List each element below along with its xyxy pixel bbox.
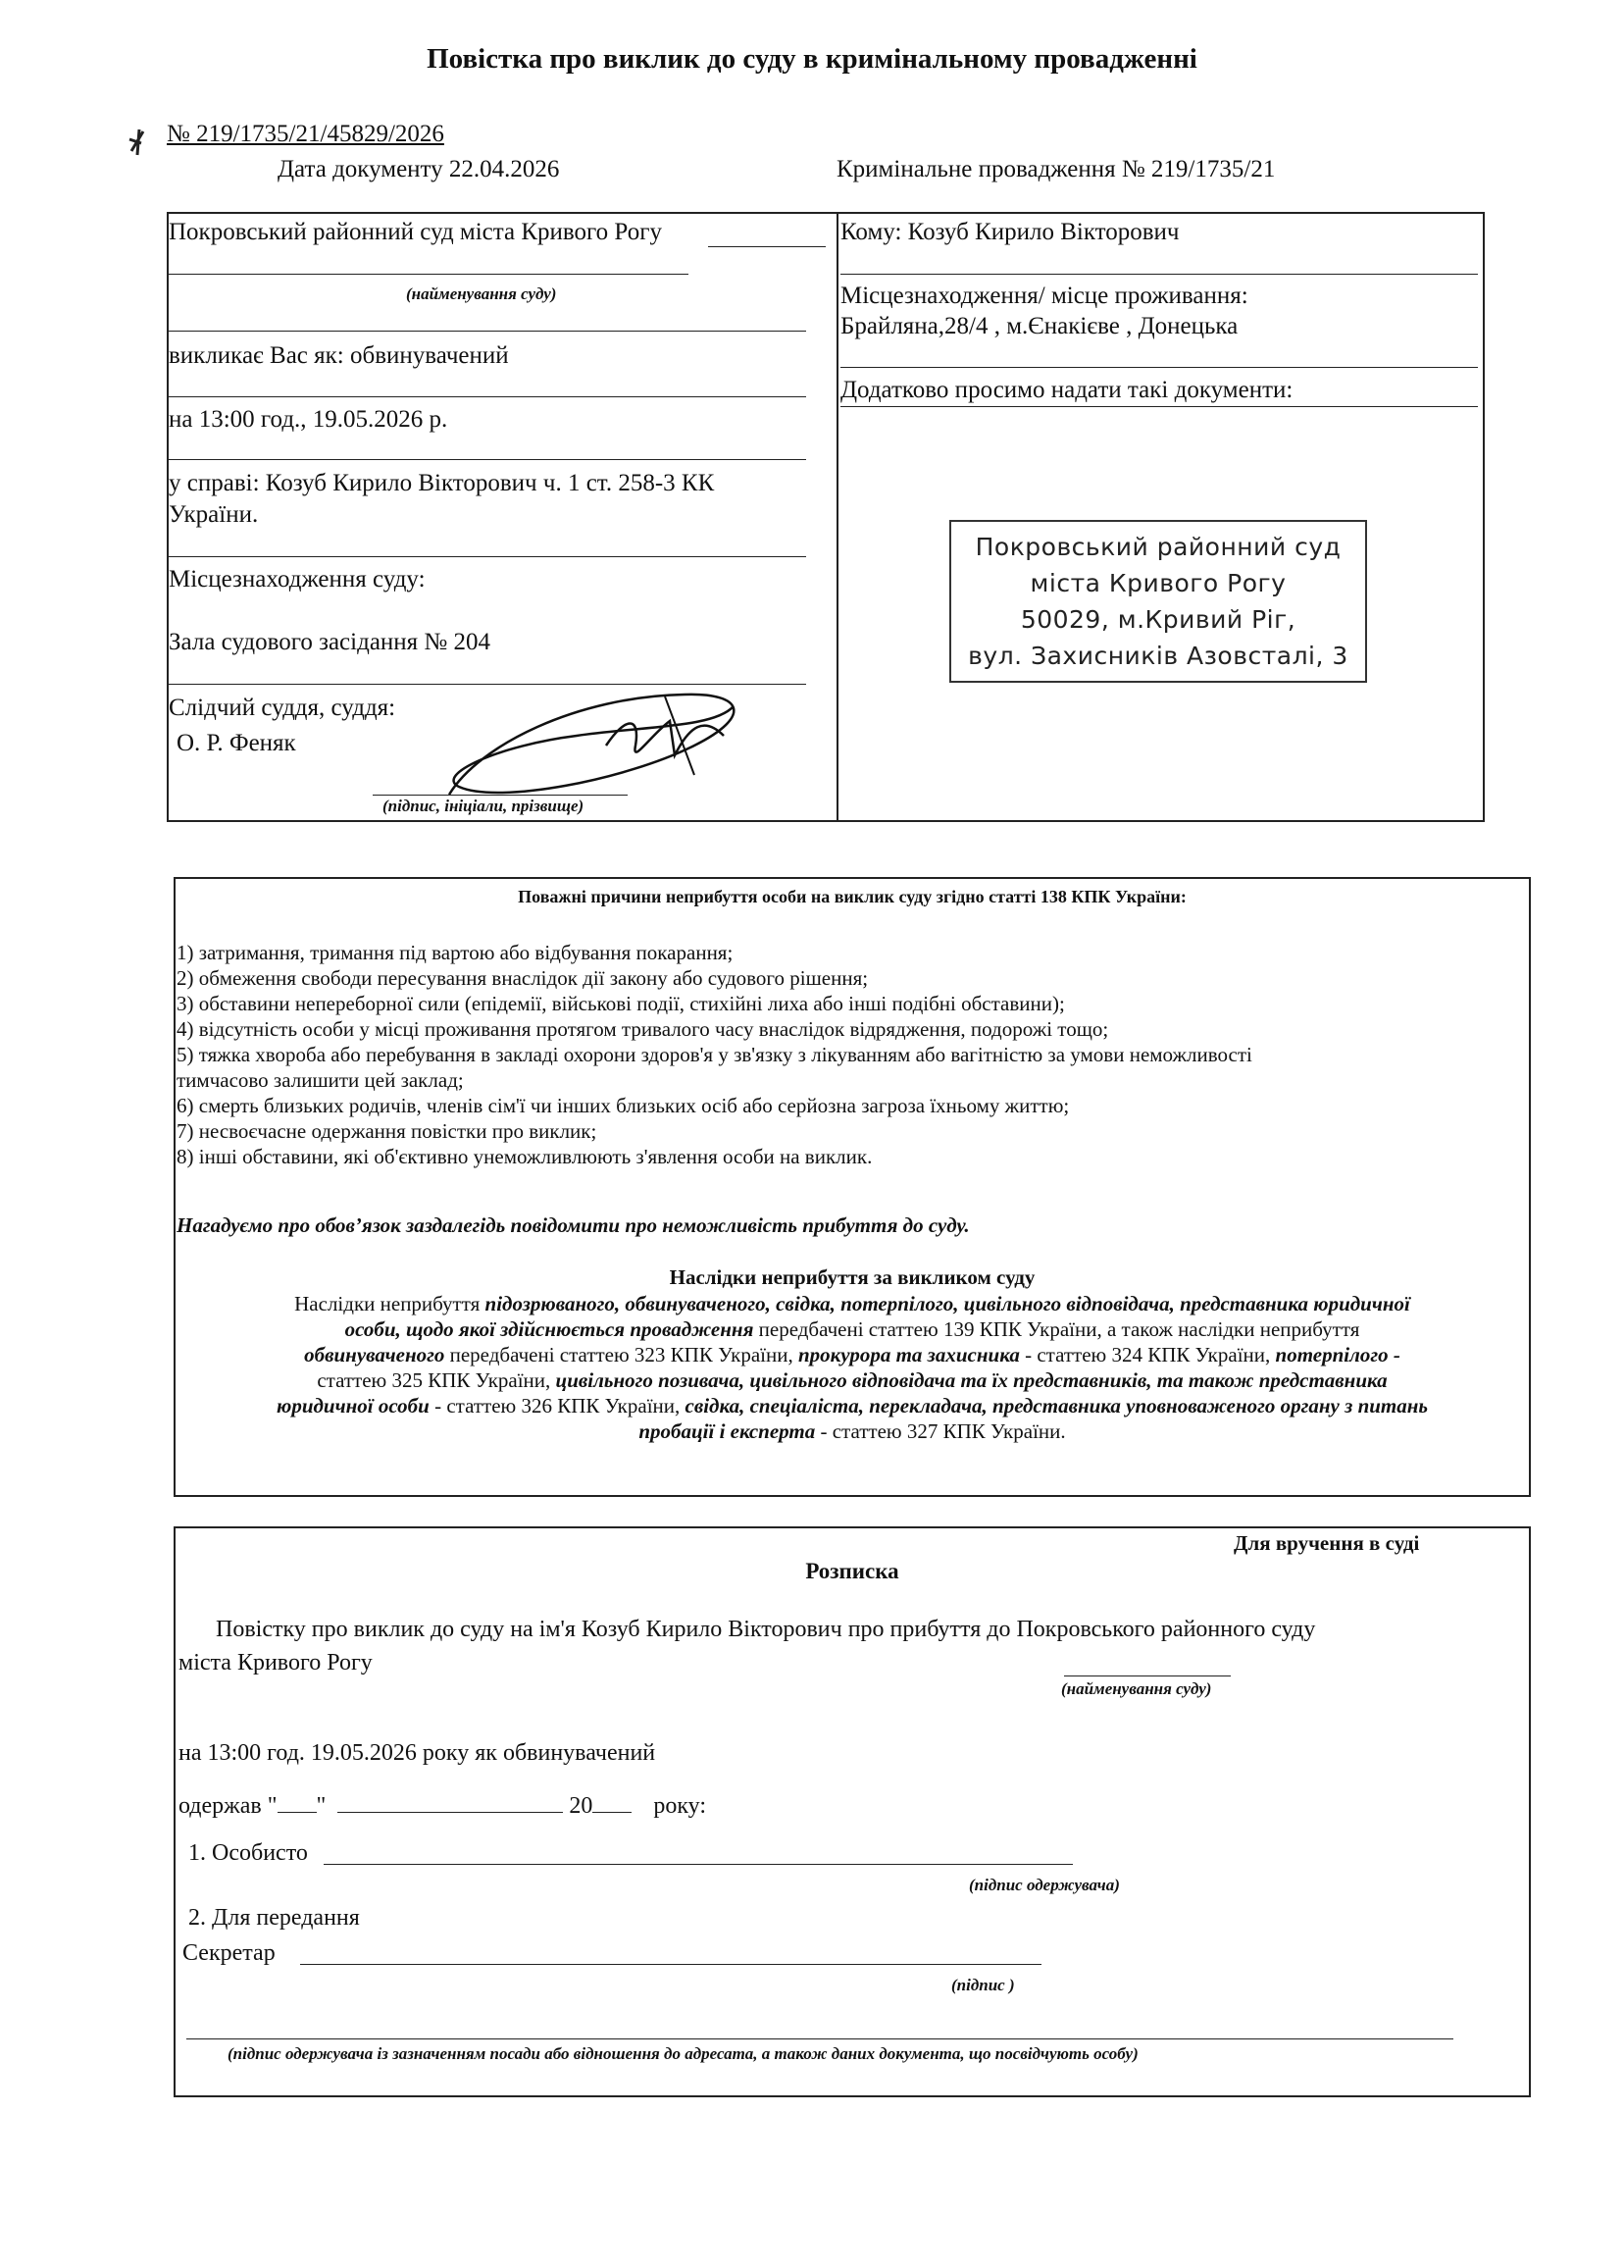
consequences-line: обвинуваченого передбачені статтею 323 КПК України, прокурора та захисника - статтею 324 КПК України, потерпілого - — [304, 1343, 1400, 1366]
consequences-text — [177, 1291, 1528, 1444]
reason-item: 2) обмеження свободи пересування внаслідок дії закону або судового рішення; — [177, 966, 869, 990]
summons-table — [167, 212, 1485, 822]
reason-item: 6) смерть близьких родичів, членів сім'ї чи інших близьких осіб або серйозна загроза їхньому життю; — [177, 1094, 1070, 1117]
reason-item: 8) інші обставини, які об'єктивно унеможливлюють з'явлення особи на виклик. — [177, 1145, 873, 1168]
court-room: Зала судового засідання № 204 — [169, 629, 491, 655]
court-name-caption: (найменування суду) — [406, 284, 557, 303]
rule — [1064, 1675, 1231, 1676]
secretary-label: Секретар — [182, 1940, 276, 1966]
receipt-text-cont: міста Кривого Рогу — [178, 1650, 373, 1675]
reason-item: 5) тяжка хвороба або перебування в закладі охорони здоров'я у зв'язку з лікуванням або вагітністю за умови неможливості — [177, 1043, 1252, 1066]
consequences-line: Наслідки неприбуття підозрюваного, обвинуваченого, свідка, потерпілого, цивільного відповідача, представника юридичної — [294, 1292, 1410, 1315]
recipient-signature-line — [324, 1864, 1073, 1865]
rule — [169, 396, 806, 397]
stamp-line: вул. Захисників Азовсталі, 3 — [968, 642, 1348, 670]
consequences-line: юридичної особи - статтею 326 КПК України, свідка, спеціаліста, перекладача, представника уповноваженого органу з питань — [276, 1394, 1429, 1418]
consequences-title: Наслідки неприбуття за викликом суду — [669, 1265, 1036, 1289]
reason-item: 1) затримання, тримання під вартою або відбування покарання; — [177, 941, 734, 964]
rule — [840, 367, 1478, 368]
received-date: одержав " " 20 року: — [178, 1793, 707, 1819]
reasons-list — [177, 940, 1252, 1169]
consequences-line: пробації і експерта - статтею 327 КПК України. — [638, 1419, 1066, 1443]
court-name-underline — [708, 246, 826, 247]
court-name: Покровський районний суд міста Кривого Рогу — [169, 219, 662, 245]
reminder: Нагадуємо про обов’язок заздалегідь повідомити про неможливість прибуття до суду. — [177, 1213, 970, 1237]
reason-item: тимчасово залишити цей заклад; — [177, 1068, 464, 1092]
secretary-signature-line — [300, 1964, 1041, 1965]
rule — [169, 274, 688, 275]
court-location-label: Місцезнаходження суду: — [169, 566, 426, 593]
case-number: Кримінальне провадження № 219/1735/21 — [837, 156, 1276, 182]
receipt-text: Повістку про виклик до суду на ім'я Козуб Кирило Вікторович про прибуття до Покровського районного суду — [216, 1617, 1316, 1642]
case-description: у справі: Козуб Кирило Вікторович ч. 1 ст. 258-3 КК — [169, 470, 715, 496]
rule — [373, 795, 628, 796]
documents-label: Додатково просимо надати такі документи: — [840, 377, 1294, 403]
judge-name: О. Р. Феняк — [177, 730, 296, 756]
receipt-court-caption: (найменування суду) — [1061, 1679, 1212, 1698]
hearing-time: на 13:00 год., 19.05.2026 р. — [169, 406, 448, 433]
rule — [169, 331, 806, 332]
judge-label: Слідчий суддя, суддя: — [169, 695, 396, 721]
reasons-title: Поважні причини неприбуття особи на виклик суду згідно статті 138 КПК України: — [518, 887, 1187, 906]
case-description-cont: України. — [169, 501, 259, 528]
column-divider — [837, 212, 838, 822]
personally-label: 1. Особисто — [188, 1840, 308, 1866]
stamp-line: 50029, м.Кривий Ріг, — [1020, 605, 1296, 634]
rule — [840, 274, 1478, 275]
secretary-signature-caption: (підпис ) — [951, 1976, 1015, 1994]
reason-item: 4) відсутність особи у місці проживання протягом тривалого часу внаслідок відрядження, подорожі тощо; — [177, 1017, 1109, 1041]
rule — [169, 459, 806, 460]
address-label: Місцезнаходження/ місце проживання: — [840, 283, 1248, 309]
handwritten-mark-icon — [126, 126, 155, 164]
document-date: Дата документу 22.04.2026 — [278, 156, 560, 182]
reason-item: 7) несвоєчасне одержання повістки про виклик; — [177, 1119, 597, 1143]
rule — [169, 556, 806, 557]
court-stamp — [949, 520, 1367, 683]
recipient-caption: (підпис одержувача) — [969, 1876, 1120, 1894]
for-transfer-label: 2. Для передання — [188, 1905, 360, 1931]
receipt-title: Розписка — [805, 1559, 899, 1583]
reason-item: 3) обставини непереборної сили (епідемії, військові події, стихійні лиха або інші подібні обставини); — [177, 992, 1065, 1015]
stamp-line: Покровський районний суд — [975, 533, 1342, 561]
consequences-line: особи, щодо якої здійснюється провадження передбачені статтею 139 КПК України, а також наслідки неприбуття — [344, 1317, 1360, 1341]
for-court-label: Для вручення в суді — [1234, 1531, 1420, 1555]
receipt-time: на 13:00 год. 19.05.2026 року як обвинувачений — [178, 1740, 656, 1766]
bottom-signature-line — [186, 2038, 1453, 2039]
addressee: Кому: Козуб Кирило Вікторович — [840, 219, 1180, 245]
page-title: Повістка про виклик до суду в кримінальному провадженні — [427, 43, 1197, 75]
address-value: Брайляна,28/4 , м.Єнакієве , Донецька — [840, 313, 1239, 339]
document-number: № 219/1735/21/45829/2026 — [167, 121, 444, 147]
consequences-line: статтею 325 КПК України, цивільного позивача, цивільного відповідача та їх представників, та також представника — [317, 1368, 1388, 1392]
bottom-caption: (підпис одержувача із зазначенням посади або відношення до адресата, а також даних документа, що посвідчують особу) — [228, 2044, 1139, 2063]
summoned-as: викликає Вас як: обвинувачений — [169, 342, 509, 369]
stamp-line: міста Кривого Рогу — [1030, 569, 1287, 597]
rule — [840, 406, 1478, 407]
signature-caption: (підпис, ініціали, прізвище) — [382, 797, 584, 815]
